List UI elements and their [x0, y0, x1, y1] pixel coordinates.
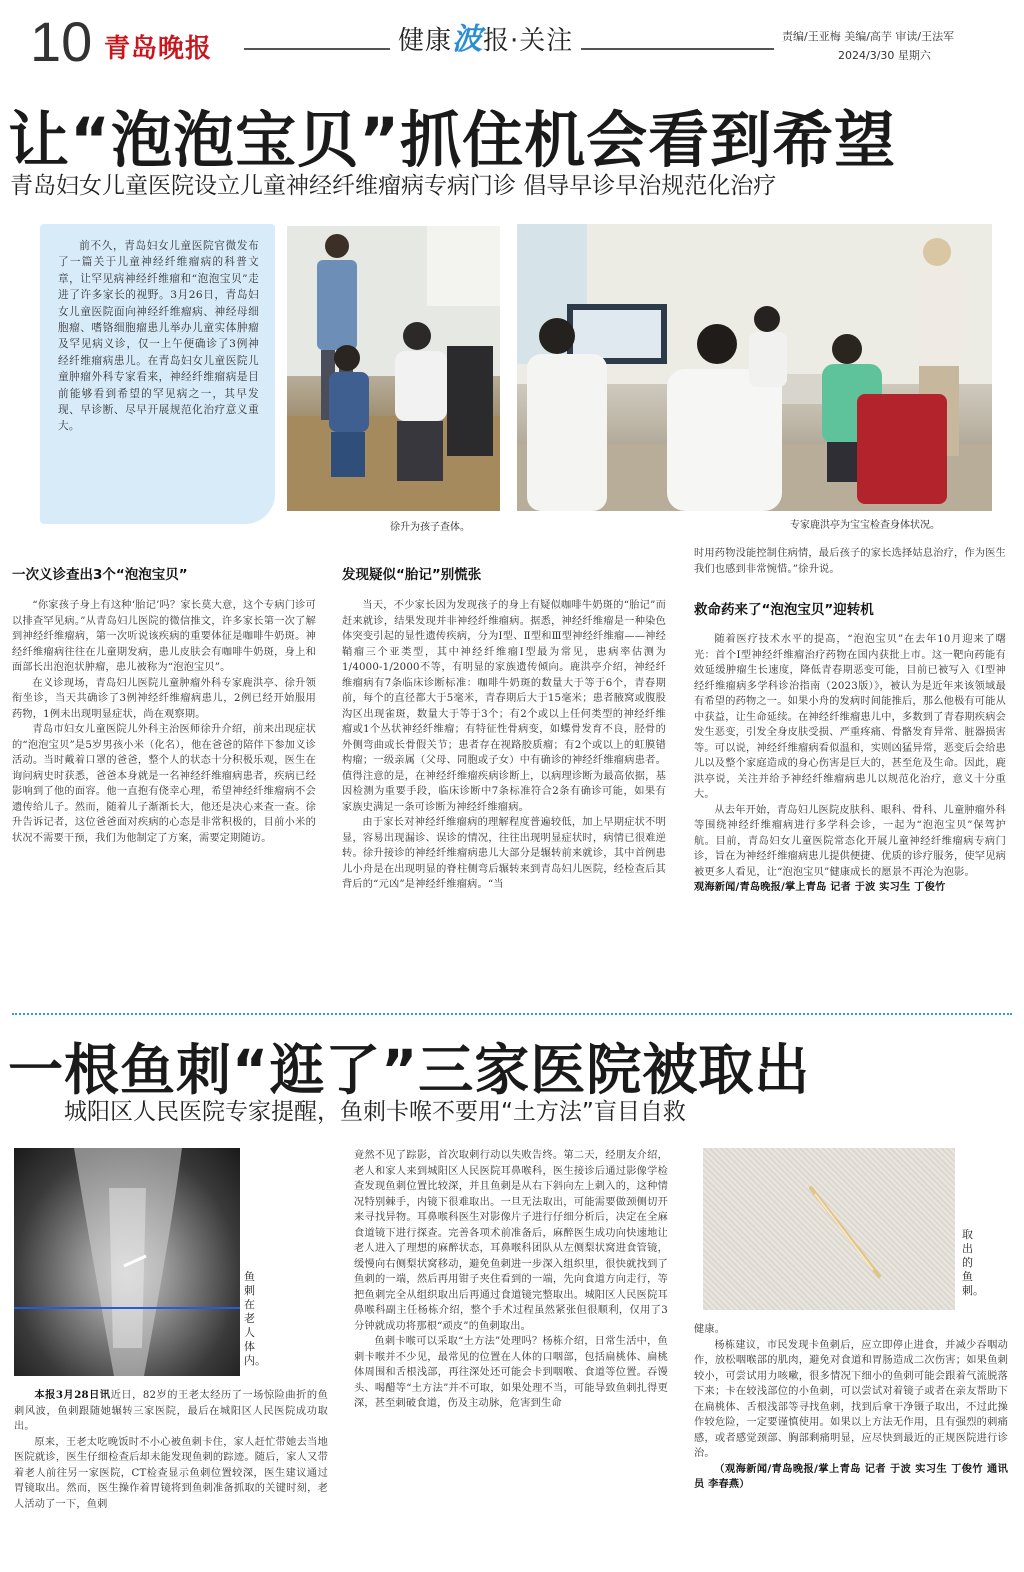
- intro-text: 前不久，青岛妇女儿童医院官微发布了一篇关于儿童神经纤维瘤病的科普文章，让罕见病神经纤维瘤和“泡泡宝贝”走进了许多家长的视野。3月26日，青岛妇女儿童医院面向神经纤维瘤病、神经母细胞瘤、嗜铬细胞瘤患儿举办儿童实体肿瘤及罕见病义诊，仅一上午便确诊了3例神经纤维瘤病患儿。在青岛妇女儿童医院儿童肿瘤外科专家看来，神经纤维瘤病是目前能够看到希望的罕见病之一，其早发现、早诊断、尽早开展规范化治疗意义重大。: [58, 240, 259, 433]
- intro-box: [40, 224, 275, 524]
- article2-headline: 一根鱼刺“逛了”三家医院被取出: [8, 1038, 811, 1102]
- photo1-caption: 徐升为孩子查体。: [390, 522, 470, 533]
- byline: 观海新闻/青岛晚报/掌上青岛 记者 于波 实习生 丁俊竹: [694, 881, 946, 893]
- fishbone-caption: 取出的鱼刺。: [962, 1228, 984, 1297]
- paragraph: 近日，82岁的王老太经历了一场惊险曲折的鱼刺风波，鱼刺跟随她辗转三家医院，最后在城阳区人民医院成功取出。: [14, 1390, 328, 1432]
- article2-column-1: [14, 1388, 328, 1512]
- xray-image: [14, 1148, 240, 1376]
- photo2-caption: 专家鹿洪亭为宝宝检查身体状况。: [790, 520, 940, 531]
- photo-expert-checking-child: [517, 224, 992, 511]
- article1-headline: 让“泡泡宝贝”抓住机会看到希望: [8, 105, 897, 176]
- paragraph: 杨栋建议，市民发现卡鱼刺后，应立即停止进食，并减少吞咽动作，放松咽喉部的肌肉，避免对食道和胃肠造成二次伤害；如果鱼刺较小，可尝试用力咳嗽，很多情况下细小的鱼刺可能会跟着气流脱落下来；卡在较浅部位的小鱼刺，可以尝试对着镜子或者在亲友帮助下在扁桃体、舌根浅部等寻找鱼刺，找到后拿干净镊子取出，不过此操作较危险，一定要谨慎使用。如果以上方法无作用，且有强烈的刺痛感，或者感觉颈部、胸部剩痛明显，应尽快到最近的正规医院进行诊治。: [694, 1339, 1008, 1459]
- photo-doctor-examining-child: [287, 226, 500, 511]
- article1-column-1: [12, 598, 316, 846]
- paragraph: 由于家长对神经纤维瘤病的理解程度普遍较低，加上早期症状不明显，容易出现漏诊、误诊的情况，往往出现明显症状时，病情已很难逆转。徐升接诊的神经纤维瘤病患儿大部分是辗转前来就诊，其中首例患儿小舟是在出现明显的脊柱侧弯后辗转来到青岛妇儿医院，经检查后其背后的“元凶”是神经纤维瘤病。“当: [342, 817, 666, 890]
- col1-heading: 一次义诊查出3个“泡泡宝贝”: [12, 567, 188, 583]
- paragraph: 从去年开始，青岛妇儿医院皮肤科、眼科、骨科、儿童肿瘤外科等围绕神经纤维瘤病进行多学科会诊，一起为“泡泡宝贝”保驾护航。目前，青岛妇女儿童医院常态化开展儿童神经纤维瘤病专病门诊，旨在为神经纤维瘤病患儿提供便捷、优质的诊疗服务，使罕见病被更多人看见，让“泡泡宝贝”健康成长的愿景不再沦为泡影。: [694, 804, 1006, 878]
- fishbone-photo: [703, 1148, 955, 1310]
- editor-credits: 责编/王亚梅 美编/高芋 审读/王法军: [782, 30, 955, 43]
- article1-column-2: [342, 598, 666, 893]
- dateline: 本报3月28日讯: [34, 1389, 111, 1401]
- section-prefix: 健康: [398, 26, 453, 56]
- paragraph: 鱼刺卡喉可以采取“土方法”处理吗？杨栋介绍，日常生活中，鱼刺卡喉并不少见，最常见的位置在人体的口咽部，包括扁桃体、扁桃体周围和舌根浅部，再往深处还可能会卡到咽喉、食道等位置。吞馒头、喝醋等“土方法”并不可取，如果处理不当，可能导致鱼刺扎得更深，甚至刺破食道，伤及主动脉，危害到生命: [354, 1336, 668, 1409]
- issue-date: 2024/3/30 星期六: [838, 49, 931, 62]
- paragraph: 原来，王老太吃晚饭时不小心被鱼刺卡住，家人赶忙带她去当地医院就诊，医生仔细检查后却未能发现鱼刺的踪迹。随后，家人又带着老人前往另一家医院，CT检查显示鱼刺位置较深，医生建议通过胃镜取出。然而，医生操作着胃镜将到鱼刺准备抓取的关键时刻，老人活动了一下，鱼刺: [14, 1436, 328, 1510]
- section-title: [390, 14, 581, 58]
- paragraph: “你家孩子身上有这种‘胎记’吗？家长莫大意，这个专病门诊可以排查罕见病。”从青岛妇儿医院的微信推文，许多家长第一次了解到神经纤维瘤病，第一次听说该疾病的重要体征是咖啡牛奶斑。神经纤维瘤病往往在儿童期发病，患儿皮肤会有咖啡牛奶斑，身上和面部长出泡泡状肿瘤，患儿被称为“泡泡宝贝”。: [12, 600, 316, 673]
- article1-subheadline: 青岛妇女儿童医院设立儿童神经纤维瘤病专病门诊 倡导早诊早治规范化治疗: [10, 173, 777, 199]
- paragraph: 健康。: [694, 1324, 726, 1335]
- paragraph: 竟然不见了踪影，首次取刺行动以失败告终。第二天，经朋友介绍，老人和家人来到城阳区人民医院耳鼻喉科，医生接诊后通过影像学检查发现鱼刺位置比较深，并且鱼刺是从右下斜向左上刺入的，这种情况特别棘手，内镜下很难取出。一旦无法取出，可能需要做颈侧切开来寻找异物。耳鼻喉科医生对影像片子进行仔细分析后，决定在全麻食道镜下进行探查。完善各项术前准备后，麻醉医生成功向快速地让老人进入了理想的麻醉状态，耳鼻喉科团队从左侧梨状窝进食管镜，缓慢向右侧梨状窝移动，避免鱼刺进一步深入组织里，很快就找到了鱼刺的一端，然后再用钳子夹住看到的一端，先向食道方向走行，等把鱼刺完全从组织取出后再通过食道镜完整取出。城阳区人民医院耳鼻喉科副主任杨栋介绍，整个手术过程虽然紧张但很顺利，仅用了3分钟就成功将那根“顽皮”的鱼刺取出。: [354, 1150, 668, 1332]
- paragraph: 青岛市妇女儿童医院儿外科主治医师徐升介绍，前来出现症状的“泡泡宝贝”是5岁男孩小米（化名），他在爸爸的陪伴下参加义诊活动。当时戴着口罩的爸爸，整个人的状态十分积极乐观，医生在询问病史时获悉，爸爸本身就是一名神经纤维瘤病患者，疾病已经影响到了他的面容。他一直抱有侥幸心理，希望神经纤维瘤病不会遗传给儿子。然而，随着儿子渐渐长大，他还是决心来查一查。徐升告诉记者，这位爸爸面对疾病的心态是非常积极的，目前小米的状况不需要干预，我们为他制定了方案，需要定期随访。: [12, 724, 316, 844]
- article1-column-3-top: [694, 546, 1006, 577]
- article2-subheadline: 城阳区人民医院专家提醒，鱼刺卡喉不要用“土方法”盲目自救: [64, 1099, 686, 1125]
- section-divider: [12, 1013, 1012, 1015]
- paper-logo: 青岛晚报: [104, 34, 213, 64]
- col3-heading: 救命药来了“泡泡宝贝”迎转机: [694, 602, 874, 618]
- article2-column-2: [354, 1148, 668, 1412]
- section-highlight: 波: [452, 22, 484, 57]
- section-suffix: 报·关注: [483, 26, 574, 56]
- paragraph: 当天，不少家长因为发现孩子的身上有疑似咖啡牛奶斑的“胎记”而赶来就诊，结果发现并非神经纤维瘤病。据悉，神经纤维瘤是一种染色体突变引起的显性遗传疾病，分为Ⅰ型、Ⅱ型和Ⅲ型神经纤维瘤——神经鞘瘤三个亚类型，其中神经纤维瘤Ⅰ型最为常见，患病率估测为1/4000-1/2000不等，有明显的家族遗传倾向。鹿洪亭介绍，神经纤维瘤病有7条临床诊断标准：咖啡牛奶斑的数量大于等于6个，青春期前，每个的直径都大于5毫米，青春期后大于15毫米；患者腋窝或腹股沟区出现雀斑，数量大于等于3个；有2个或以上任何类型的神经纤维瘤或1个丛状神经纤维瘤；有特征性骨病变，如蝶骨发育不良，胫骨的外侧弯曲或长骨假关节；患者存在视路胶质瘤；有2个或以上的虹膜错构瘤；一级亲属（父母、同胞或子女）中有确诊的神经纤维瘤病患者。值得注意的是，在神经纤维瘤疾病诊断上，以病理诊断为最高依据，基因检测为重要手段，临床诊断中7条标准符合2条有确诊可能，如果有家族史满足一条可诊断为神经纤维瘤病。: [342, 600, 666, 813]
- paragraph: 时用药物没能控制住病情，最后孩子的家长选择姑息治疗，作为医生我们也感到非常惋惜。”徐升说。: [694, 548, 1006, 575]
- article2-column-3: [694, 1322, 1008, 1493]
- xray-caption: 鱼刺在老人体内。: [244, 1270, 266, 1367]
- byline: （观海新闻/青岛晚报/掌上青岛 记者 于波 实习生 丁俊竹 通讯员 李春燕）: [694, 1462, 1008, 1490]
- paragraph: 在义诊现场，青岛妇儿医院儿童肿瘤外科专家鹿洪亭、徐升领衔坐诊，当天共确诊了3例神经纤维瘤病患儿，2例已经开始服用药物，1例未出现明显症状，尚在观察期。: [12, 677, 316, 720]
- article1-column-3: [694, 632, 1006, 896]
- page-number: 10: [30, 10, 93, 73]
- paragraph: 随着医疗技术水平的提高，“泡泡宝贝”在去年10月迎来了曙光：首个Ⅰ型神经纤维瘤治疗药物在国内获批上市。这一靶向药能有效延缓肿瘤生长速度，降低青春期恶变可能，目前已被写入《Ⅰ型神经纤维瘤病多学科诊治指南（2023版）》，被认为是近年来该领域最有希望的药物之一。如果小舟的发病时间能推后，那么他极有可能从中获益，让生命延续。在神经纤维瘤患儿中，多数到了青春期疾病会发生恶变，引发全身皮肤受损、严重疼痛、骨骼发育异常、脏器损害等。可以说，神经纤维瘤病看似温和，实则凶猛异常，恶变后会给患儿以及整个家庭造成的身心伤害是巨大的，甚至危及生命。因此，鹿洪亭说，关注并给予神经纤维瘤病患儿以规范化治疗，意义十分重大。: [694, 634, 1006, 800]
- col2-heading: 发现疑似“胎记”别慌张: [342, 567, 482, 583]
